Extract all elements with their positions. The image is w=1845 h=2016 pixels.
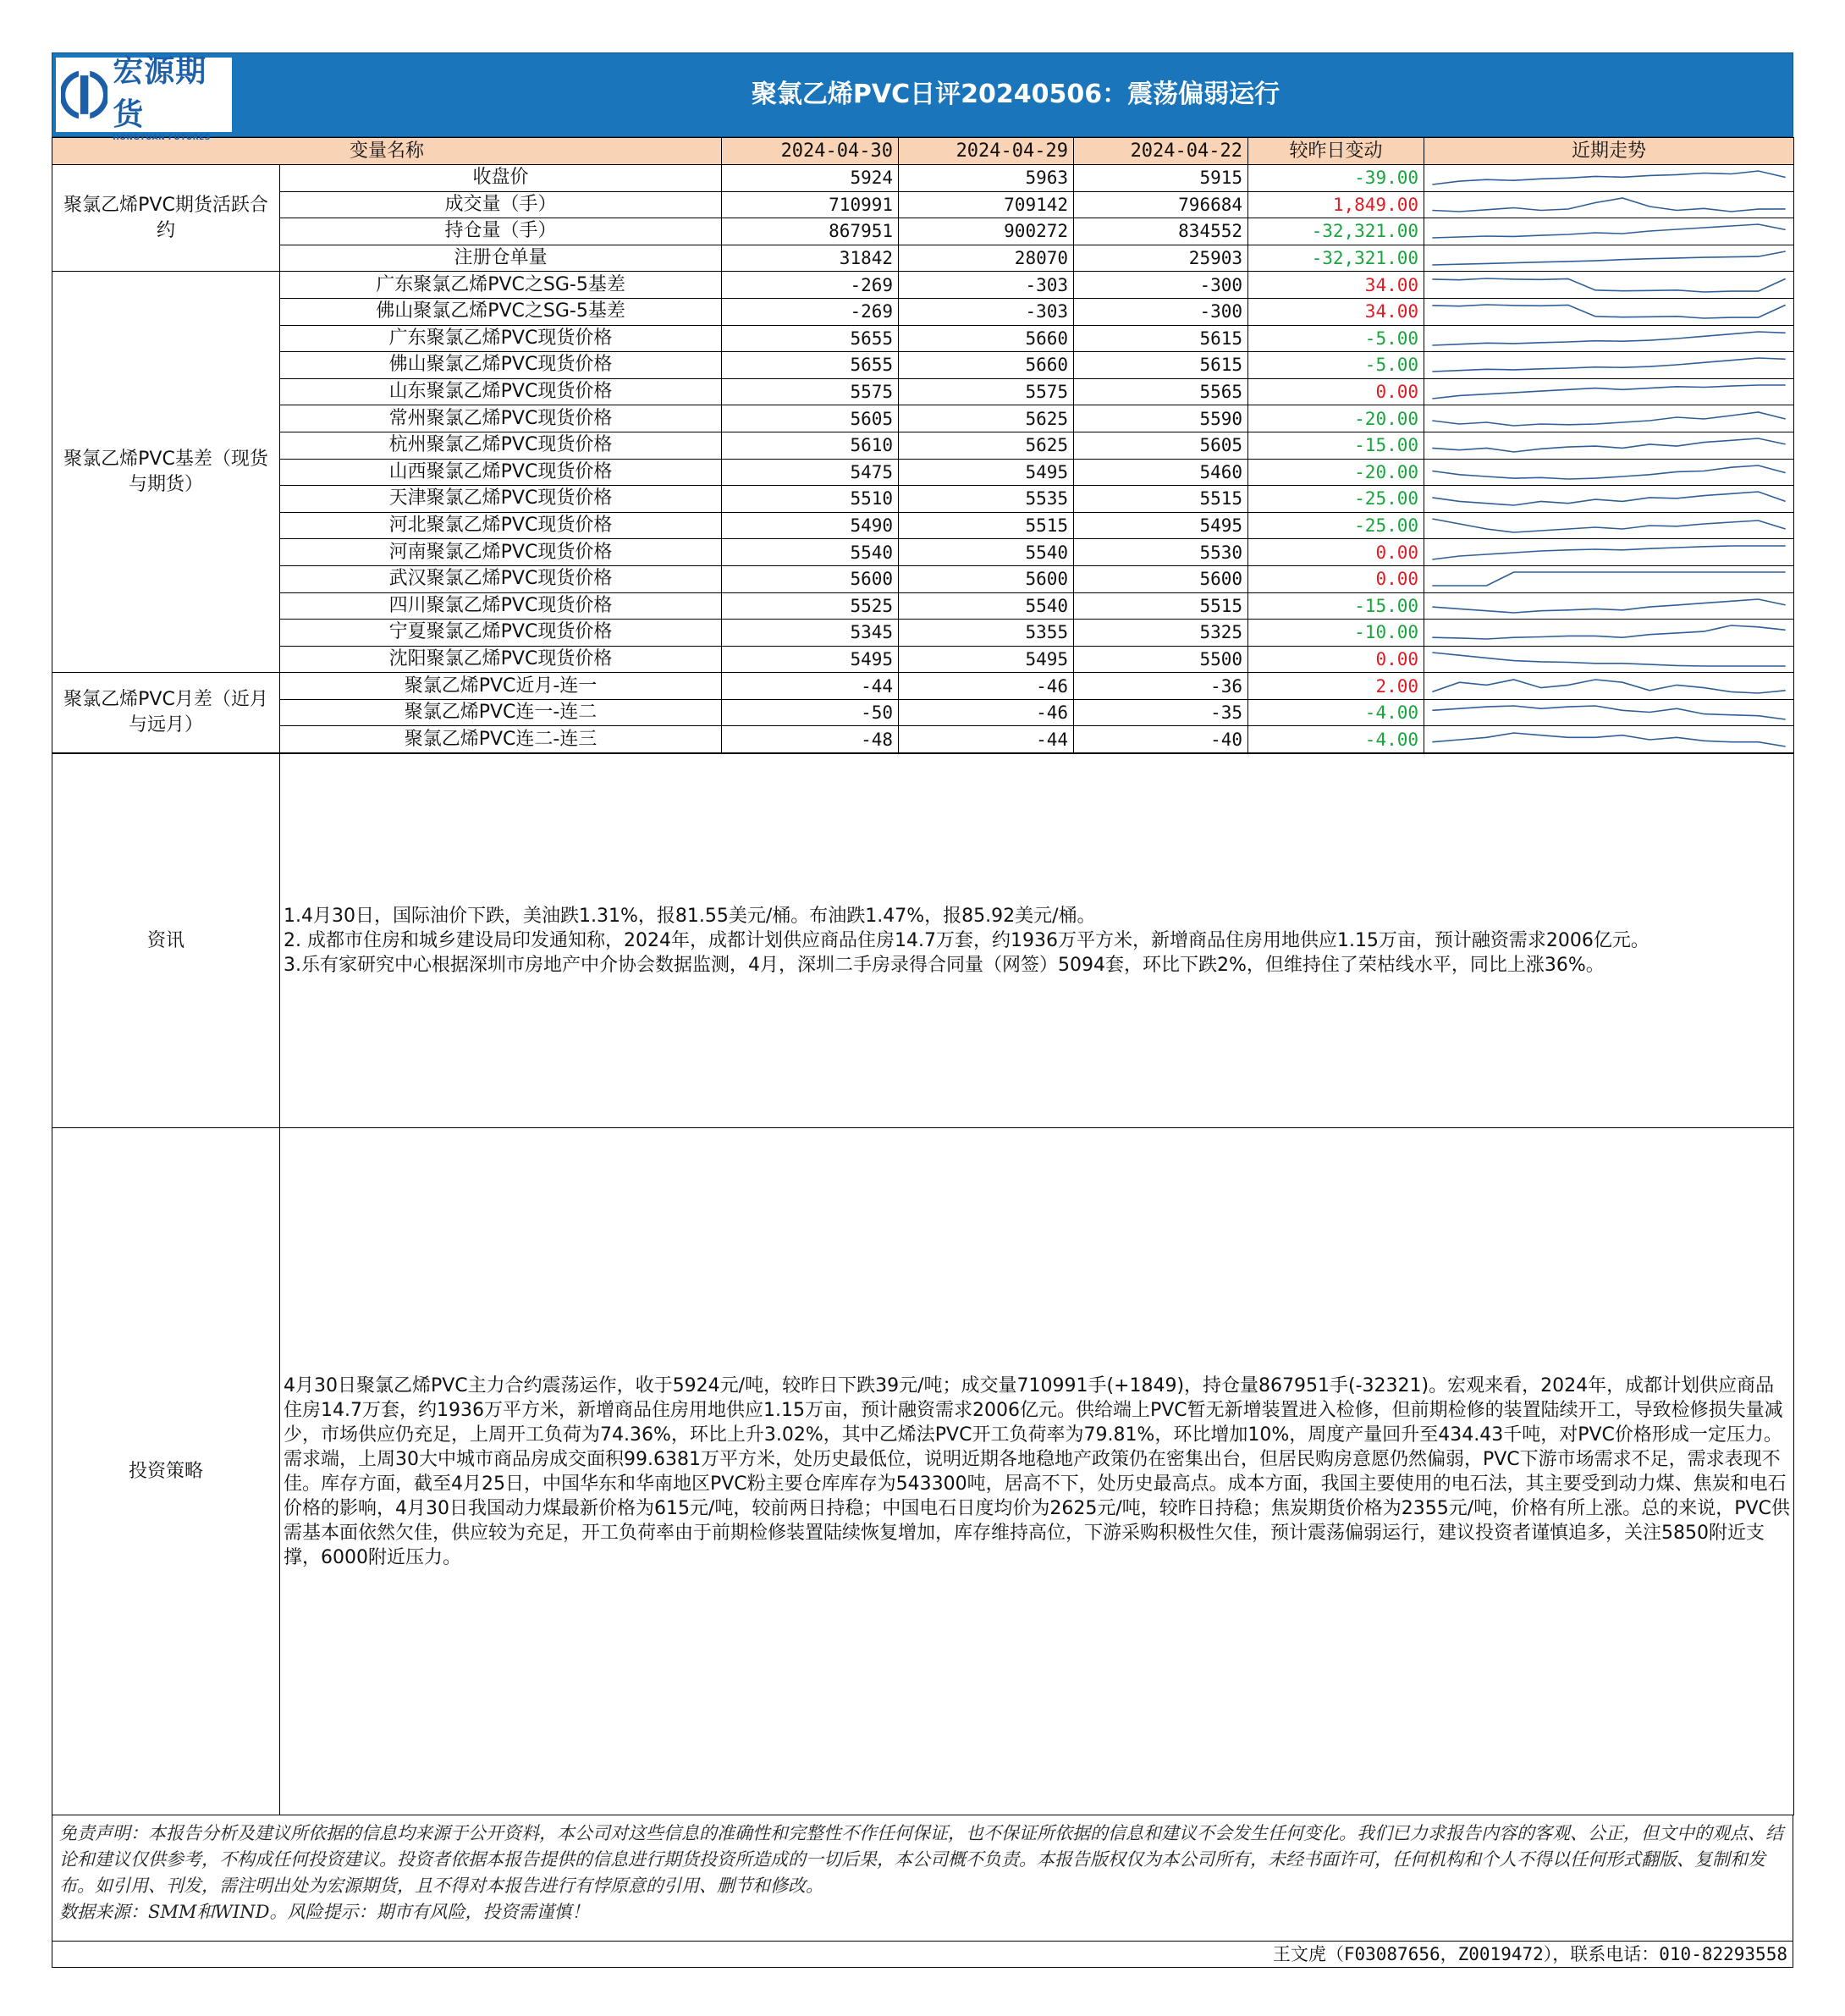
sparkline-chart (1428, 300, 1790, 323)
sparkline-path (1432, 572, 1785, 586)
trend-sparkline (1424, 459, 1794, 486)
variable-name: 聚氯乙烯PVC连一-连二 (280, 699, 722, 726)
value-date-3: -300 (1074, 272, 1248, 299)
value-date-3: 5325 (1074, 620, 1248, 647)
sparkline-chart (1428, 701, 1790, 724)
sparkline-path (1432, 198, 1785, 212)
report-title: 聚氯乙烯PVC日评20240506：震荡偏弱运行 (751, 80, 1280, 109)
table-row (52, 620, 1794, 647)
variable-name: 广东聚氯乙烯PVC之SG-5基差 (280, 272, 722, 299)
daily-change: -25.00 (1248, 486, 1424, 513)
variable-name: 河北聚氯乙烯PVC现货价格 (280, 512, 722, 539)
table-row (52, 272, 1794, 299)
market-data-table (52, 137, 1794, 753)
table-row (52, 432, 1794, 459)
trend-sparkline (1424, 699, 1794, 726)
table-row (52, 405, 1794, 432)
sparkline-path (1432, 546, 1785, 559)
value-date-3: -40 (1074, 726, 1248, 753)
sparkline-path (1432, 465, 1785, 479)
value-date-3: 5515 (1074, 486, 1248, 513)
value-date-2: 5963 (899, 165, 1074, 192)
variable-name: 佛山聚氯乙烯PVC现货价格 (280, 352, 722, 379)
sparkline-chart (1428, 166, 1790, 190)
table-row (52, 565, 1794, 592)
sparkline-chart (1428, 541, 1790, 565)
value-date-2: -303 (899, 272, 1074, 299)
value-date-2: 28070 (899, 245, 1074, 272)
trend-sparkline (1424, 512, 1794, 539)
sparkline-chart (1428, 487, 1790, 510)
column-header-col-date-3: 2024-04-22 (1074, 138, 1248, 165)
sparkline-chart (1428, 620, 1790, 644)
trend-sparkline (1424, 620, 1794, 647)
value-date-2: 5625 (899, 432, 1074, 459)
trend-sparkline (1424, 272, 1794, 299)
daily-change: -15.00 (1248, 592, 1424, 620)
value-date-1: 5924 (722, 165, 899, 192)
table-row (52, 165, 1794, 192)
value-date-3: 834552 (1074, 218, 1248, 245)
value-date-2: 709142 (899, 191, 1074, 218)
table-row (52, 245, 1794, 272)
variable-name: 宁夏聚氯乙烯PVC现货价格 (280, 620, 722, 647)
value-date-1: -50 (722, 699, 899, 726)
table-row (52, 218, 1794, 245)
variable-name: 成交量（手） (280, 191, 722, 218)
variable-name: 沈阳聚氯乙烯PVC现货价格 (280, 646, 722, 673)
value-date-1: 5605 (722, 405, 899, 432)
strategy-content: 4月30日聚氯乙烯PVC主力合约震荡运作，收于5924元/吨，较昨日下跌39元/吨；成交量710991手(+1849)，持仓量867951手(-32321)。宏观来看，2024年，成都计划供应商品住房14.7万套，约1936万平方米，新增商品住房用地供应1.15万亩，预计融资需求2006亿元。供给端上PVC暂无新增装置进入检修，但前期检修的装置陆续开工，导致检修损失量减少，市场供应仍充足，上周开工负荷为74.36%，环比上升3.02%，其中乙烯法PVC开工负荷率为79.81%，环比增加10%，周度产量回升至434.43千吨，对PVC价格形成一定压力。需求端，上周30大中城市商品房成交面积99.6381万平方米，处历史最低位，说明近期各地稳地产政策仍在密集出台，但居民购房意愿仍然偏弱，PVC下游市场需求不足，需求表现不佳。库存方面，截至4月25日，中国华东和华南地区PVC粉主要仓库库存为543300吨，居高不下，处历史最高点。成本方面，我国主要使用的电石法，其主要受到动力煤、焦炭和电石价格的影响，4月30日我国动力煤最新价格为615元/吨，较前两日持稳；中国电石日度均价为2625元/吨，较昨日持稳；焦炭期货价格为2355元/吨，价格有所上涨。总的来说，PVC供需基本面依然欠佳，供应较为充足，开工负荷率由于前期检修装置陆续恢复增加，库存维持高位，下游采购积极性欠佳，预计震荡偏弱运行，建议投资者谨慎追多，关注5850附近支撑，6000附近压力。 (280, 1128, 1794, 1815)
hongyuan-logo-icon (61, 63, 107, 127)
sparkline-path (1432, 438, 1785, 452)
table-row (52, 486, 1794, 513)
news-item: 1.4月30日，国际油价下跌，美油跌1.31%，报81.55美元/桶。布油跌1.47%，报85.92美元/桶。 (284, 906, 1096, 928)
column-header-variable: 变量名称 (52, 138, 722, 165)
daily-change: -4.00 (1248, 726, 1424, 753)
logo-chinese-name: 宏源期货 (113, 54, 207, 132)
trend-sparkline (1424, 646, 1794, 673)
value-date-1: -269 (722, 272, 899, 299)
value-date-2: 5495 (899, 459, 1074, 486)
value-date-1: 5345 (722, 620, 899, 647)
value-date-2: 5515 (899, 512, 1074, 539)
daily-change: -10.00 (1248, 620, 1424, 647)
variable-name: 山东聚氯乙烯PVC现货价格 (280, 378, 722, 405)
daily-change: 0.00 (1248, 539, 1424, 566)
sparkline-chart (1428, 433, 1790, 457)
table-row (52, 459, 1794, 486)
data-source-text: 数据来源：SMM和WIND。风险提示：期市有风险，投资需谨慎！ (59, 1902, 590, 1923)
sparkline-path (1432, 224, 1785, 238)
sparkline-path (1432, 385, 1785, 399)
table-row (52, 352, 1794, 379)
variable-name: 武汉聚氯乙烯PVC现货价格 (280, 565, 722, 592)
value-date-3: -35 (1074, 699, 1248, 726)
commentary-table (52, 753, 1794, 1815)
column-header-trend: 近期走势 (1424, 138, 1794, 165)
value-date-1: 5655 (722, 325, 899, 352)
sparkline-path (1432, 492, 1785, 505)
variable-name: 广东聚氯乙烯PVC现货价格 (280, 325, 722, 352)
strategy-label: 投资策略 (52, 1128, 280, 1815)
sparkline-path (1432, 358, 1785, 372)
value-date-1: -44 (722, 673, 899, 700)
value-date-3: -300 (1074, 298, 1248, 325)
sparkline-path (1432, 599, 1785, 613)
column-header-change: 较昨日变动 (1248, 138, 1424, 165)
trend-sparkline (1424, 592, 1794, 620)
value-date-3: 5565 (1074, 378, 1248, 405)
value-date-1: 710991 (722, 191, 899, 218)
sparkline-path (1432, 706, 1785, 719)
news-item: 3.乐有家研究中心根据深圳市房地产中介协会数据监测，4月，深圳二手房录得合同量（网签）5094套，环比下跌2%，但维持住了荣枯线水平，同比上涨36%。 (284, 955, 1605, 977)
company-logo (56, 54, 232, 142)
variable-name: 杭州聚氯乙烯PVC现货价格 (280, 432, 722, 459)
value-date-1: 5600 (722, 565, 899, 592)
disclaimer (52, 1815, 1793, 1942)
disclaimer-text: 免责声明：本报告分析及建议所依据的信息均来源于公开资料，本公司对这些信息的准确性和完整性不作任何保证，也不保证所依据的信息和建议不会发生任何变化。我们已力求报告内容的客观、公正，但文中的观点、结论和建议仅供参考，不构成任何投资建议。投资者依据本报告提供的信息进行期货投资所造成的一切后果，本公司概不负责。本报告版权仅为本公司所有，未经书面许可，任何机构和个人不得以任何形式翻版、复制和发布。如引用、刊发，需注明出处为宏源期货，且不得对本报告进行有悖原意的引用、删节和修改。 (59, 1823, 1783, 1897)
value-date-1: -48 (722, 726, 899, 753)
sparkline-path (1432, 653, 1785, 666)
variable-name: 持仓量（手） (280, 218, 722, 245)
value-date-2: 5660 (899, 325, 1074, 352)
daily-change: -20.00 (1248, 459, 1424, 486)
trend-sparkline (1424, 565, 1794, 592)
sparkline-path (1432, 625, 1785, 639)
variable-name: 山西聚氯乙烯PVC现货价格 (280, 459, 722, 486)
value-date-1: 867951 (722, 218, 899, 245)
daily-change: 0.00 (1248, 565, 1424, 592)
value-date-2: 5540 (899, 592, 1074, 620)
group-label: 聚氯乙烯PVC期货活跃合约 (52, 165, 280, 272)
value-date-1: 5475 (722, 459, 899, 486)
daily-change: 1,849.00 (1248, 191, 1424, 218)
trend-sparkline (1424, 726, 1794, 753)
table-row (52, 325, 1794, 352)
value-date-3: 5495 (1074, 512, 1248, 539)
sparkline-chart (1428, 514, 1790, 537)
daily-change: -4.00 (1248, 699, 1424, 726)
trend-sparkline (1424, 352, 1794, 379)
variable-name: 聚氯乙烯PVC连二-连三 (280, 726, 722, 753)
trend-sparkline (1424, 298, 1794, 325)
variable-name: 收盘价 (280, 165, 722, 192)
value-date-3: 5615 (1074, 352, 1248, 379)
daily-change: -25.00 (1248, 512, 1424, 539)
daily-change: -32,321.00 (1248, 218, 1424, 245)
group-label: 聚氯乙烯PVC月差（近月与远月） (52, 673, 280, 753)
sparkline-chart (1428, 193, 1790, 217)
value-date-2: 5600 (899, 565, 1074, 592)
value-date-2: 5355 (899, 620, 1074, 647)
sparkline-chart (1428, 380, 1790, 404)
table-row (52, 592, 1794, 620)
value-date-3: 25903 (1074, 245, 1248, 272)
column-header-col-date-1: 2024-04-30 (722, 138, 899, 165)
value-date-3: 5915 (1074, 165, 1248, 192)
report-sheet (52, 52, 1793, 1968)
value-date-2: 5660 (899, 352, 1074, 379)
news-row (52, 754, 1794, 1128)
variable-name: 常州聚氯乙烯PVC现货价格 (280, 405, 722, 432)
value-date-2: -44 (899, 726, 1074, 753)
value-date-3: 5515 (1074, 592, 1248, 620)
trend-sparkline (1424, 673, 1794, 700)
trend-sparkline (1424, 245, 1794, 272)
value-date-2: 5535 (899, 486, 1074, 513)
daily-change: 0.00 (1248, 378, 1424, 405)
logo-english-name: HONGYUAN FUTURES (113, 134, 211, 142)
daily-change: 0.00 (1248, 646, 1424, 673)
sparkline-path (1432, 171, 1785, 185)
sparkline-path (1432, 680, 1785, 693)
trend-sparkline (1424, 405, 1794, 432)
variable-name: 四川聚氯乙烯PVC现货价格 (280, 592, 722, 620)
value-date-1: 5495 (722, 646, 899, 673)
value-date-3: 5600 (1074, 565, 1248, 592)
strategy-row (52, 1128, 1794, 1815)
trend-sparkline (1424, 191, 1794, 218)
news-content (280, 754, 1794, 1128)
news-item: 2. 成都市住房和城乡建设局印发通知称，2024年，成都计划供应商品住房14.7万套，约1936万平方米，新增商品住房用地供应1.15万亩，预计融资需求2006亿元。 (284, 930, 1649, 952)
daily-change: -39.00 (1248, 165, 1424, 192)
variable-name: 佛山聚氯乙烯PVC之SG-5基差 (280, 298, 722, 325)
value-date-3: 5460 (1074, 459, 1248, 486)
value-date-3: 796684 (1074, 191, 1248, 218)
sparkline-chart (1428, 407, 1790, 431)
sparkline-chart (1428, 460, 1790, 484)
value-date-3: 5615 (1074, 325, 1248, 352)
sparkline-chart (1428, 594, 1790, 618)
sparkline-chart (1428, 353, 1790, 377)
table-row (52, 646, 1794, 673)
value-date-3: -36 (1074, 673, 1248, 700)
value-date-1: 5525 (722, 592, 899, 620)
daily-change: -15.00 (1248, 432, 1424, 459)
sparkline-path (1432, 519, 1785, 532)
column-header-row (52, 138, 1794, 165)
value-date-2: 5495 (899, 646, 1074, 673)
sparkline-path (1432, 733, 1785, 746)
sparkline-path (1432, 332, 1785, 345)
table-row (52, 512, 1794, 539)
table-row (52, 298, 1794, 325)
sparkline-path (1432, 305, 1785, 318)
daily-change: -20.00 (1248, 405, 1424, 432)
value-date-2: 900272 (899, 218, 1074, 245)
variable-name: 聚氯乙烯PVC近月-连一 (280, 673, 722, 700)
value-date-1: 5510 (722, 486, 899, 513)
variable-name: 河南聚氯乙烯PVC现货价格 (280, 539, 722, 566)
value-date-3: 5605 (1074, 432, 1248, 459)
trend-sparkline (1424, 432, 1794, 459)
value-date-2: 5540 (899, 539, 1074, 566)
sparkline-chart (1428, 567, 1790, 591)
table-row (52, 673, 1794, 700)
value-date-2: -46 (899, 699, 1074, 726)
daily-change: -5.00 (1248, 325, 1424, 352)
value-date-1: 5575 (722, 378, 899, 405)
value-date-2: -46 (899, 673, 1074, 700)
sparkline-chart (1428, 219, 1790, 243)
trend-sparkline (1424, 325, 1794, 352)
news-label: 资讯 (52, 754, 280, 1128)
trend-sparkline (1424, 218, 1794, 245)
sparkline-chart (1428, 327, 1790, 350)
sparkline-chart (1428, 675, 1790, 698)
value-date-1: 5655 (722, 352, 899, 379)
sparkline-chart (1428, 246, 1790, 270)
daily-change: 34.00 (1248, 272, 1424, 299)
value-date-1: 5490 (722, 512, 899, 539)
trend-sparkline (1424, 378, 1794, 405)
value-date-1: 5610 (722, 432, 899, 459)
table-row (52, 726, 1794, 753)
value-date-1: 31842 (722, 245, 899, 272)
value-date-1: -269 (722, 298, 899, 325)
variable-name: 注册仓单量 (280, 245, 722, 272)
report-header (52, 52, 1793, 142)
sparkline-chart (1428, 647, 1790, 671)
variable-name: 天津聚氯乙烯PVC现货价格 (280, 486, 722, 513)
analyst-contact: 王文虎（F03087656，Z0019472），联系电话：010-82293558 (52, 1942, 1793, 1968)
daily-change: -5.00 (1248, 352, 1424, 379)
sparkline-path (1432, 251, 1785, 265)
trend-sparkline (1424, 165, 1794, 192)
daily-change: 2.00 (1248, 673, 1424, 700)
value-date-3: 5530 (1074, 539, 1248, 566)
daily-change: -32,321.00 (1248, 245, 1424, 272)
table-row (52, 539, 1794, 566)
table-row (52, 191, 1794, 218)
sparkline-chart (1428, 728, 1790, 752)
value-date-1: 5540 (722, 539, 899, 566)
value-date-2: -303 (899, 298, 1074, 325)
trend-sparkline (1424, 539, 1794, 566)
table-row (52, 378, 1794, 405)
group-label: 聚氯乙烯PVC基差（现货与期货） (52, 272, 280, 673)
trend-sparkline (1424, 486, 1794, 513)
sparkline-chart (1428, 273, 1790, 297)
value-date-2: 5625 (899, 405, 1074, 432)
value-date-3: 5500 (1074, 646, 1248, 673)
daily-change: 34.00 (1248, 298, 1424, 325)
sparkline-path (1432, 278, 1785, 292)
column-header-col-date-2: 2024-04-29 (899, 138, 1074, 165)
table-row (52, 699, 1794, 726)
value-date-2: 5575 (899, 378, 1074, 405)
sparkline-path (1432, 412, 1785, 426)
value-date-3: 5590 (1074, 405, 1248, 432)
